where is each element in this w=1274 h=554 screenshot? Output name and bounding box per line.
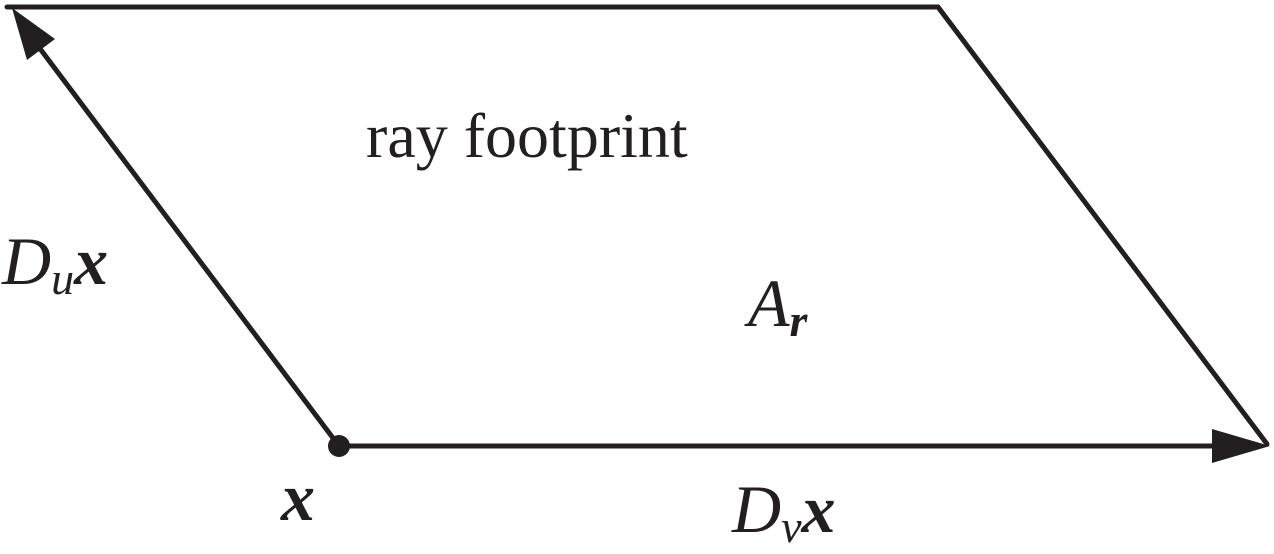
origin-label: x: [281, 459, 315, 535]
du-symbol: D: [2, 223, 52, 299]
dv-argument: x: [801, 471, 836, 547]
right-edge: [938, 7, 1267, 444]
area-symbol: A: [748, 265, 790, 341]
du-subscript: u: [51, 253, 75, 304]
footprint-label: ray footprint: [366, 100, 688, 171]
area-subscript: r: [789, 295, 808, 346]
du-vector-label: [1, 223, 108, 304]
dv-vector-label: [731, 471, 836, 552]
du-vector-arrowhead: [12, 8, 55, 60]
origin-point: [328, 435, 350, 457]
area-label: [744, 265, 809, 346]
du-argument: x: [74, 223, 109, 299]
dv-symbol: D: [732, 471, 782, 547]
dv-subscript: v: [781, 501, 802, 552]
